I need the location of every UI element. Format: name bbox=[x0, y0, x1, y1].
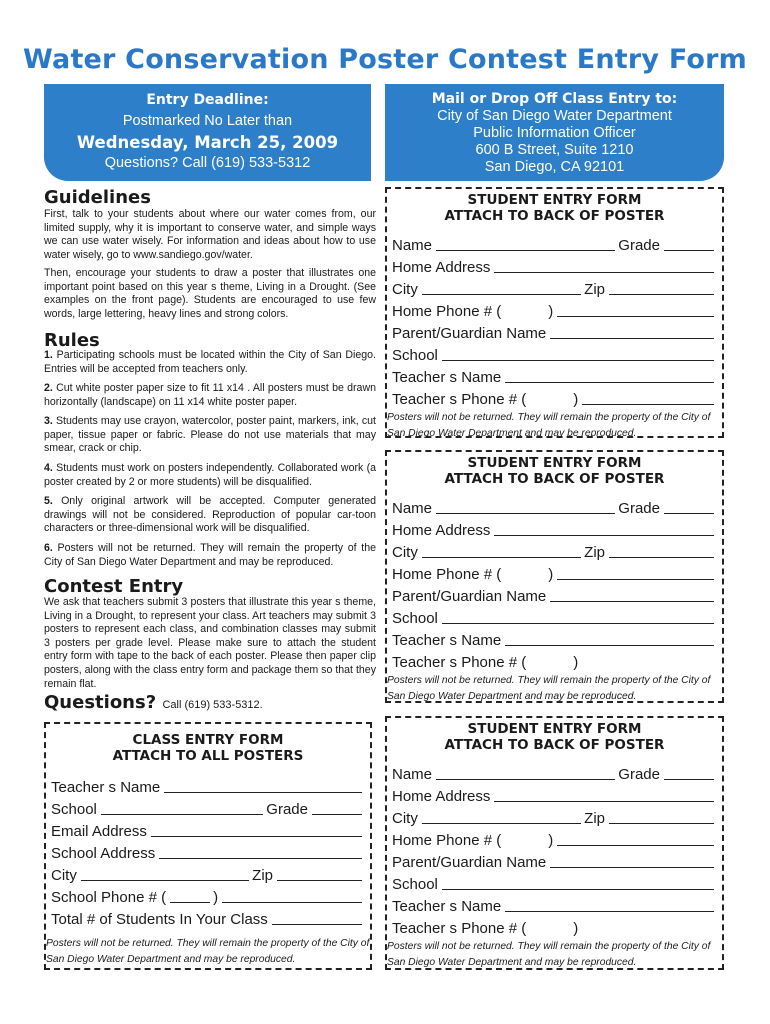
rule-5 bbox=[44, 495, 376, 536]
student-entry-form-2 bbox=[385, 450, 724, 703]
rule-3 bbox=[44, 415, 376, 456]
school-row bbox=[392, 871, 717, 893]
school-field[interactable] bbox=[442, 346, 714, 361]
grade-field[interactable] bbox=[664, 765, 714, 780]
home-address-row bbox=[392, 254, 717, 276]
grade-label: Grade bbox=[618, 766, 660, 783]
home-phone-row bbox=[392, 827, 717, 849]
home-phone-row bbox=[392, 561, 717, 583]
city-label: City bbox=[392, 544, 418, 561]
city-field[interactable] bbox=[422, 543, 581, 558]
rule-number: 2. bbox=[44, 382, 53, 394]
school-field[interactable] bbox=[101, 800, 263, 815]
home-phone-label: Home Phone # ( bbox=[392, 566, 502, 583]
home-phone-paren: ) bbox=[548, 832, 554, 849]
teacher-name-row bbox=[392, 364, 717, 386]
teacher-phone-label: Teacher s Phone # ( bbox=[392, 391, 527, 408]
teacher-phone-label: Teacher s Phone # ( bbox=[392, 920, 527, 937]
mail-line1: City of San Diego Water Department bbox=[437, 108, 672, 124]
rule-text: Students must work on posters independently. Collaborated work (a poster created by 2 or more students) will be disqualified. bbox=[44, 462, 376, 488]
home-phone-field[interactable] bbox=[557, 565, 714, 580]
student-form-heading-2: ATTACH TO BACK OF POSTER bbox=[444, 471, 665, 487]
home-address-label: Home Address bbox=[392, 788, 491, 805]
city-zip-row bbox=[51, 862, 365, 884]
home-phone-paren: ) bbox=[548, 566, 554, 583]
school-field[interactable] bbox=[442, 875, 714, 890]
rule-number: 5. bbox=[44, 495, 53, 507]
school-label: School bbox=[392, 347, 438, 364]
name-label: Name bbox=[392, 237, 433, 254]
home-address-label: Home Address bbox=[392, 522, 491, 539]
rule-text: Participating schools must be located within the City of San Diego. Entries will be accepted from teachers only. bbox=[44, 349, 376, 375]
rule-number: 4. bbox=[44, 462, 53, 474]
student-form-heading-2: ATTACH TO BACK OF POSTER bbox=[444, 737, 665, 753]
school-label: School bbox=[51, 801, 97, 818]
mail-entry-box bbox=[385, 84, 724, 181]
questions-phone: Call (619) 533-5312. bbox=[162, 699, 263, 711]
teacher-name-field[interactable] bbox=[164, 778, 362, 793]
zip-field[interactable] bbox=[609, 809, 714, 824]
teacher-name-row bbox=[392, 627, 717, 649]
school-field[interactable] bbox=[442, 609, 714, 624]
home-phone-field[interactable] bbox=[557, 302, 714, 317]
teacher-phone-paren: ) bbox=[573, 391, 579, 408]
teacher-name-row bbox=[51, 774, 365, 796]
parent-label: Parent/Guardian Name bbox=[392, 325, 547, 342]
name-row bbox=[392, 232, 717, 254]
student-form-note: Posters will not be returned. They will remain the property of the City of San Diego Water Department and may be reproduced. bbox=[387, 941, 711, 968]
entry-deadline-box bbox=[44, 84, 371, 181]
zip-field[interactable] bbox=[609, 543, 714, 558]
school-phone-field[interactable] bbox=[222, 888, 362, 903]
class-form-heading-1: CLASS ENTRY FORM bbox=[132, 732, 284, 748]
teacher-area-code-field[interactable] bbox=[530, 391, 570, 405]
city-label: City bbox=[392, 810, 418, 827]
city-zip-row bbox=[392, 276, 717, 298]
grade-field[interactable] bbox=[664, 499, 714, 514]
school-address-field[interactable] bbox=[159, 844, 362, 859]
name-field[interactable] bbox=[436, 499, 615, 514]
name-field[interactable] bbox=[436, 236, 615, 251]
teacher-name-label: Teacher s Name bbox=[392, 632, 502, 649]
student-form-heading-1: STUDENT ENTRY FORM bbox=[467, 721, 642, 737]
city-zip-row bbox=[392, 805, 717, 827]
area-code-field[interactable] bbox=[170, 888, 210, 903]
student-form-note: Posters will not be returned. They will remain the property of the City of San Diego Water Department and may be reproduced. bbox=[387, 675, 711, 702]
teacher-name-field[interactable] bbox=[505, 897, 714, 912]
teacher-phone-row bbox=[392, 915, 717, 937]
school-phone-label: School Phone # ( bbox=[51, 889, 167, 906]
school-row bbox=[392, 342, 717, 364]
city-field[interactable] bbox=[422, 280, 581, 295]
zip-field[interactable] bbox=[277, 866, 362, 881]
rule-1 bbox=[44, 349, 376, 376]
teacher-area-code-field[interactable] bbox=[530, 920, 570, 934]
student-entry-form-3 bbox=[385, 716, 724, 970]
city-label: City bbox=[392, 281, 418, 298]
student-form-heading-1: STUDENT ENTRY FORM bbox=[467, 192, 642, 208]
grade-label: Grade bbox=[266, 801, 308, 818]
zip-field[interactable] bbox=[609, 280, 714, 295]
class-entry-form bbox=[44, 722, 372, 970]
home-address-label: Home Address bbox=[392, 259, 491, 276]
deadline-heading: Entry Deadline: bbox=[146, 92, 269, 108]
teacher-phone-row bbox=[392, 386, 717, 408]
email-row bbox=[51, 818, 365, 840]
teacher-phone-field[interactable] bbox=[582, 390, 714, 405]
parent-label: Parent/Guardian Name bbox=[392, 588, 547, 605]
student-form-note: Posters will not be returned. They will remain the property of the City of San Diego Water Department and may be reproduced. bbox=[387, 412, 711, 439]
student-entry-form-1 bbox=[385, 187, 724, 438]
phone-paren: ) bbox=[213, 889, 219, 906]
parent-field[interactable] bbox=[550, 324, 714, 339]
mail-line2: Public Information Officer bbox=[473, 125, 636, 141]
home-address-row bbox=[392, 517, 717, 539]
teacher-name-field[interactable] bbox=[505, 368, 714, 383]
school-label: School bbox=[392, 876, 438, 893]
questions-label: Questions? bbox=[44, 692, 157, 713]
teacher-name-label: Teacher s Name bbox=[392, 898, 502, 915]
home-phone-paren: ) bbox=[548, 303, 554, 320]
teacher-phone-paren: ) bbox=[573, 654, 579, 671]
total-students-row bbox=[51, 906, 365, 928]
parent-field[interactable] bbox=[550, 587, 714, 602]
home-address-field[interactable] bbox=[494, 787, 714, 802]
parent-field[interactable] bbox=[550, 853, 714, 868]
zip-label: Zip bbox=[584, 281, 605, 298]
school-address-row bbox=[51, 840, 365, 862]
guidelines-paragraph-1: First, talk to your students about where our water comes from, our limited supply, why it is important to conserve water, and simple ways we can use water wisely. For information and ideas about how to use water wisely, go to www.sandiego.gov/water. bbox=[44, 208, 376, 261]
rule-number: 1. bbox=[44, 349, 53, 361]
home-phone-field[interactable] bbox=[557, 831, 714, 846]
mail-heading: Mail or Drop Off Class Entry to: bbox=[431, 91, 678, 107]
school-row bbox=[392, 605, 717, 627]
contest-entry-heading: Contest Entry bbox=[44, 576, 184, 597]
home-phone-row bbox=[392, 298, 717, 320]
grade-field[interactable] bbox=[664, 236, 714, 251]
home-address-row bbox=[392, 783, 717, 805]
class-form-heading-2: ATTACH TO ALL POSTERS bbox=[112, 748, 304, 764]
parent-row bbox=[392, 849, 717, 871]
teacher-area-code-field[interactable] bbox=[530, 654, 570, 668]
teacher-phone-field[interactable] bbox=[582, 654, 714, 668]
name-label: Name bbox=[392, 500, 433, 517]
rule-text: Posters will not be returned. They will remain the property of the City of San Diego Water Department and may be reproduced. bbox=[44, 542, 376, 568]
school-phone-row bbox=[51, 884, 365, 906]
rule-text: Students may use crayon, watercolor, poster paint, markers, ink, cut paper, tissue paper or fabric. Please do not use materials that may smear, crack or chip. bbox=[44, 415, 376, 455]
teacher-name-row bbox=[392, 893, 717, 915]
rule-6 bbox=[44, 542, 376, 569]
total-students-field[interactable] bbox=[272, 910, 362, 925]
city-zip-row bbox=[392, 539, 717, 561]
teacher-phone-field[interactable] bbox=[582, 920, 714, 934]
rule-text: Cut white poster paper size to fit 11 x14 . All posters must be drawn horizontally (landscape) on 11 x14 white poster paper. bbox=[44, 382, 376, 408]
name-row bbox=[392, 761, 717, 783]
school-row bbox=[51, 796, 365, 818]
rule-2 bbox=[44, 382, 376, 409]
teacher-name-label: Teacher s Name bbox=[392, 369, 502, 386]
rule-4 bbox=[44, 462, 376, 489]
rule-number: 6. bbox=[44, 542, 53, 554]
home-address-field[interactable] bbox=[494, 258, 714, 273]
rule-number: 3. bbox=[44, 415, 53, 427]
parent-row bbox=[392, 583, 717, 605]
parent-row bbox=[392, 320, 717, 342]
guidelines-paragraph-2: Then, encourage your students to draw a poster that illustrates one important point based on this year s theme, Living in a Drought. (See examples on the front page). Students are encouraged to use few words, large lettering, heavy lines and strong colors. bbox=[44, 267, 376, 320]
email-label: Email Address bbox=[51, 823, 147, 840]
class-form-note: Posters will not be returned. They will remain the property of the City of San Diego Water Department and may be reproduced. bbox=[46, 938, 370, 965]
name-label: Name bbox=[392, 766, 433, 783]
guidelines-heading: Guidelines bbox=[44, 187, 151, 208]
teacher-phone-row bbox=[392, 649, 717, 671]
zip-label: Zip bbox=[252, 867, 273, 884]
grade-label: Grade bbox=[618, 500, 660, 517]
mail-line4: San Diego, CA 92101 bbox=[484, 159, 625, 175]
home-area-code-field[interactable] bbox=[505, 832, 545, 846]
deadline-line1: Postmarked No Later than bbox=[122, 113, 293, 129]
page-title: Water Conservation Poster Contest Entry Form bbox=[23, 44, 747, 75]
zip-label: Zip bbox=[584, 810, 605, 827]
deadline-date: Wednesday, March 25, 2009 bbox=[76, 133, 339, 152]
total-students-label: Total # of Students In Your Class bbox=[51, 911, 268, 928]
city-field[interactable] bbox=[81, 866, 249, 881]
city-field[interactable] bbox=[422, 809, 581, 824]
home-address-field[interactable] bbox=[494, 521, 714, 536]
email-field[interactable] bbox=[151, 822, 362, 837]
home-phone-label: Home Phone # ( bbox=[392, 303, 502, 320]
home-area-code-field[interactable] bbox=[505, 566, 545, 580]
grade-field[interactable] bbox=[312, 800, 362, 815]
zip-label: Zip bbox=[584, 544, 605, 561]
teacher-name-field[interactable] bbox=[505, 631, 714, 646]
city-label: City bbox=[51, 867, 77, 884]
student-form-heading-1: STUDENT ENTRY FORM bbox=[467, 455, 642, 471]
contest-entry-text: We ask that teachers submit 3 posters that illustrate this year s theme, Living in a Drought, to represent your class. Art teachers may submit 3 posters to represent each class, and combination classes may submit 3 posters per grade level. Please make sure to attach the student entry form with tape to the back of each poster. Please then paper clip posters, along with the class entry form and package them so that they remain flat. bbox=[44, 596, 376, 690]
student-form-heading-2: ATTACH TO BACK OF POSTER bbox=[444, 208, 665, 224]
name-row bbox=[392, 495, 717, 517]
deadline-questions: Questions? Call (619) 533-5312 bbox=[104, 155, 311, 171]
home-area-code-field[interactable] bbox=[505, 303, 545, 317]
home-phone-label: Home Phone # ( bbox=[392, 832, 502, 849]
school-label: School bbox=[392, 610, 438, 627]
rules-heading: Rules bbox=[44, 330, 100, 351]
mail-line3: 600 B Street, Suite 1210 bbox=[475, 142, 634, 158]
questions-heading bbox=[44, 692, 263, 713]
name-field[interactable] bbox=[436, 765, 615, 780]
rule-text: Only original artwork will be accepted. Computer generated drawings will not be considered. Reproduction of popular car-toon characters or three-dimensional work will be disqualified. bbox=[44, 495, 376, 535]
parent-label: Parent/Guardian Name bbox=[392, 854, 547, 871]
grade-label: Grade bbox=[618, 237, 660, 254]
teacher-name-label: Teacher s Name bbox=[51, 779, 161, 796]
teacher-phone-label: Teacher s Phone # ( bbox=[392, 654, 527, 671]
teacher-phone-paren: ) bbox=[573, 920, 579, 937]
school-address-label: School Address bbox=[51, 845, 156, 862]
